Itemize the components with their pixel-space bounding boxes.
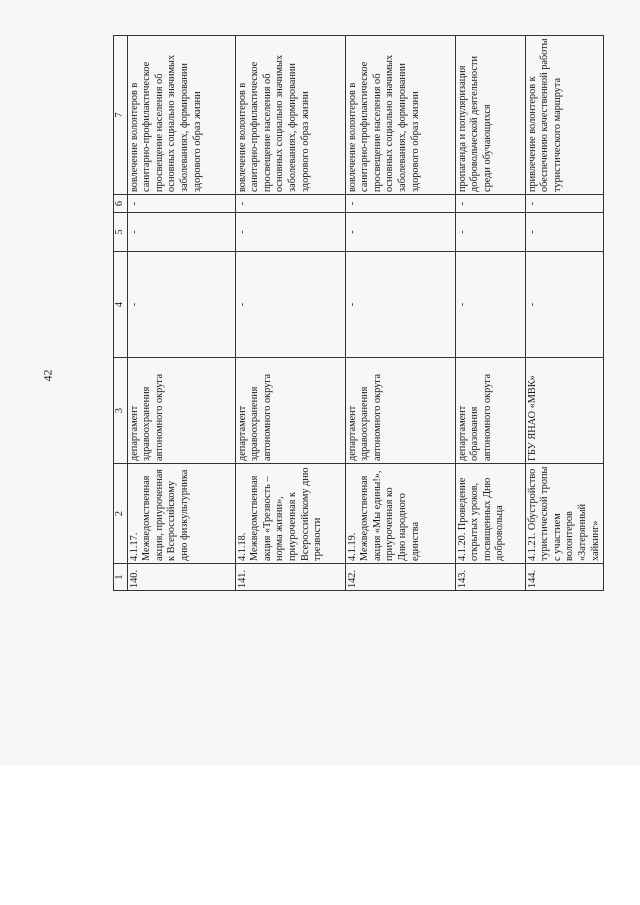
expected-result: привлечение волонтеров к обеспечению качественной работы туристического маршрута	[525, 36, 604, 195]
event-name: 4.1.17. Межведомственная акция, приуроченная к Всероссийскому дню физкультурника	[127, 464, 235, 564]
cell-col6: -	[525, 195, 604, 213]
event-name: 4.1.18. Межведомственная акция «Трезвость – норма жизни», приуроченная к Всероссийскому дню трезвости	[235, 464, 345, 564]
event-name: 4.1.19. Межведомственная акция «Мы едины!», приуроченная ко Дню народного единства	[345, 464, 455, 564]
cell-col6: -	[455, 195, 525, 213]
responsible-dept: департамент здравоохранения автономного округа	[127, 358, 235, 464]
header-cell: 5	[114, 213, 128, 252]
header-cell: 1	[114, 564, 128, 591]
responsible-dept: департамент здравоохранения автономного округа	[235, 358, 345, 464]
responsible-dept: департамент образования автономного округа	[455, 358, 525, 464]
cell-col5: -	[127, 213, 235, 252]
cell-col4: -	[525, 252, 604, 358]
header-cell: 6	[114, 195, 128, 213]
rotated-table-container	[113, 35, 601, 591]
header-cell: 4	[114, 252, 128, 358]
cell-col5: -	[525, 213, 604, 252]
cell-col4: -	[127, 252, 235, 358]
cell-col5: -	[345, 213, 455, 252]
cell-col6: -	[235, 195, 345, 213]
header-cell: 2	[114, 464, 128, 564]
expected-result: вовлечение волонтеров в санитарно-профилактическое просвещение населения об основных социально значимых заболеваниях, формировании здорового образ жизни	[345, 36, 455, 195]
table-row	[235, 36, 345, 591]
cell-col5: -	[235, 213, 345, 252]
expected-result: вовлечение волонтеров в санитарно-профилактическое просвещение населения об основных социально значимых заболеваниях, формировании здорового образ жизни	[127, 36, 235, 195]
row-number: 140.	[127, 564, 235, 591]
cell-col4: -	[455, 252, 525, 358]
row-number: 144.	[525, 564, 604, 591]
cell-col6: -	[127, 195, 235, 213]
table-row	[127, 36, 235, 591]
cell-col4: -	[235, 252, 345, 358]
expected-result: пропаганда и популяризация добровольческой деятельности среди обучающихся	[455, 36, 525, 195]
event-name: 4.1.20. Проведение открытых уроков, посвященных Дню добровольца	[455, 464, 525, 564]
responsible-dept: ГБУ ЯНАО «МВК»	[525, 358, 604, 464]
event-name: 4.1.21. Обустройство туристической тропы с участием волонтеров «Затерянный хайкинг»	[525, 464, 604, 564]
row-number: 142.	[345, 564, 455, 591]
table-row	[525, 36, 604, 591]
header-cell: 3	[114, 358, 128, 464]
responsible-dept: департамент здравоохранения автономного округа	[345, 358, 455, 464]
header-cell: 7	[114, 36, 128, 195]
events-table	[113, 35, 604, 591]
row-number: 141.	[235, 564, 345, 591]
page-number: 42	[40, 369, 55, 382]
expected-result: вовлечение волонтеров в санитарно-профилактическое просвещение населения об основных социально значимых заболеваниях, формировании здорового образ жизни	[235, 36, 345, 195]
cell-col6: -	[345, 195, 455, 213]
cell-col4: -	[345, 252, 455, 358]
table-row	[345, 36, 455, 591]
row-number: 143.	[455, 564, 525, 591]
table-row	[455, 36, 525, 591]
cell-col5: -	[455, 213, 525, 252]
table-header-row	[114, 36, 128, 591]
